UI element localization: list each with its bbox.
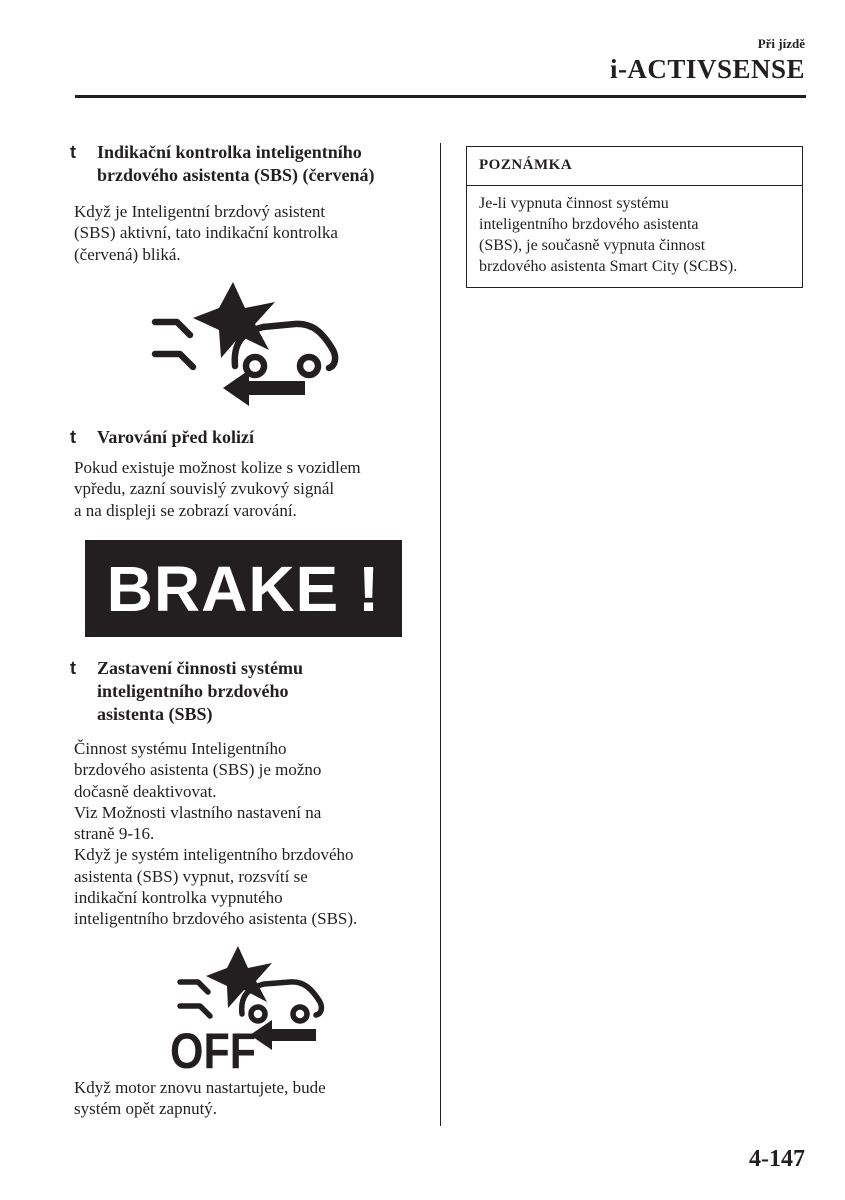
note-title: POZNÁMKA [479,157,573,173]
header-rule [75,95,806,98]
bullet-marker: t [70,427,76,447]
header-section-label: Při jízdě [757,36,805,51]
bullet-marker: t [70,658,76,678]
brake-warning-display [85,540,402,637]
off-label: OFF [170,1023,256,1072]
section-body: Když je Inteligentní brzdový asistent (SBS) aktivní, tato indikační kontrolka (červená) bliká. [74,202,338,264]
section-heading: Indikační kontrolka inteligentního brzdového asistenta (SBS) (červená) [97,142,375,185]
bullet-marker: t [70,142,76,162]
page-title: i-ACTIVSENSE [609,54,805,84]
note-body: Je-li vypnuta činnost systému inteligentního brzdového asistenta (SBS), je současně vypnuta činnost brzdového asistenta Smart City (SCBS). [479,195,738,275]
sbs-off-indicator-icon [168,944,328,1072]
note-divider [467,185,802,186]
section-body: Činnost systému Inteligentního brzdového asistenta (SBS) je možno dočasně deaktivovat. Viz Možnosti vlastního nastavení na straně 9-16. Když je systém inteligentního brzdového asistenta (SBS) vypnut, rozsvítí se indikační kontrolka vypnutého inteligentního brzdového asistenta (SBS). [74,739,358,929]
sbs-indicator-icon [145,278,345,414]
note-box [466,146,803,288]
column-divider [440,143,441,1126]
brake-warning-text: BRAKE ! [106,552,381,625]
section-heading: Varování před kolizí [97,427,255,447]
section-body: Pokud existuje možnost kolize s vozidlem vpředu, zazní souvislý zvukový signál a na displeji se zobrazí varování. [74,458,361,520]
section-heading: Zastavení činnosti systému inteligentního brzdového asistenta (SBS) [97,658,304,724]
page-number: 4-147 [749,1146,805,1172]
closing-text: Když motor znovu nastartujete, bude systém opět zapnutý. [74,1078,326,1119]
